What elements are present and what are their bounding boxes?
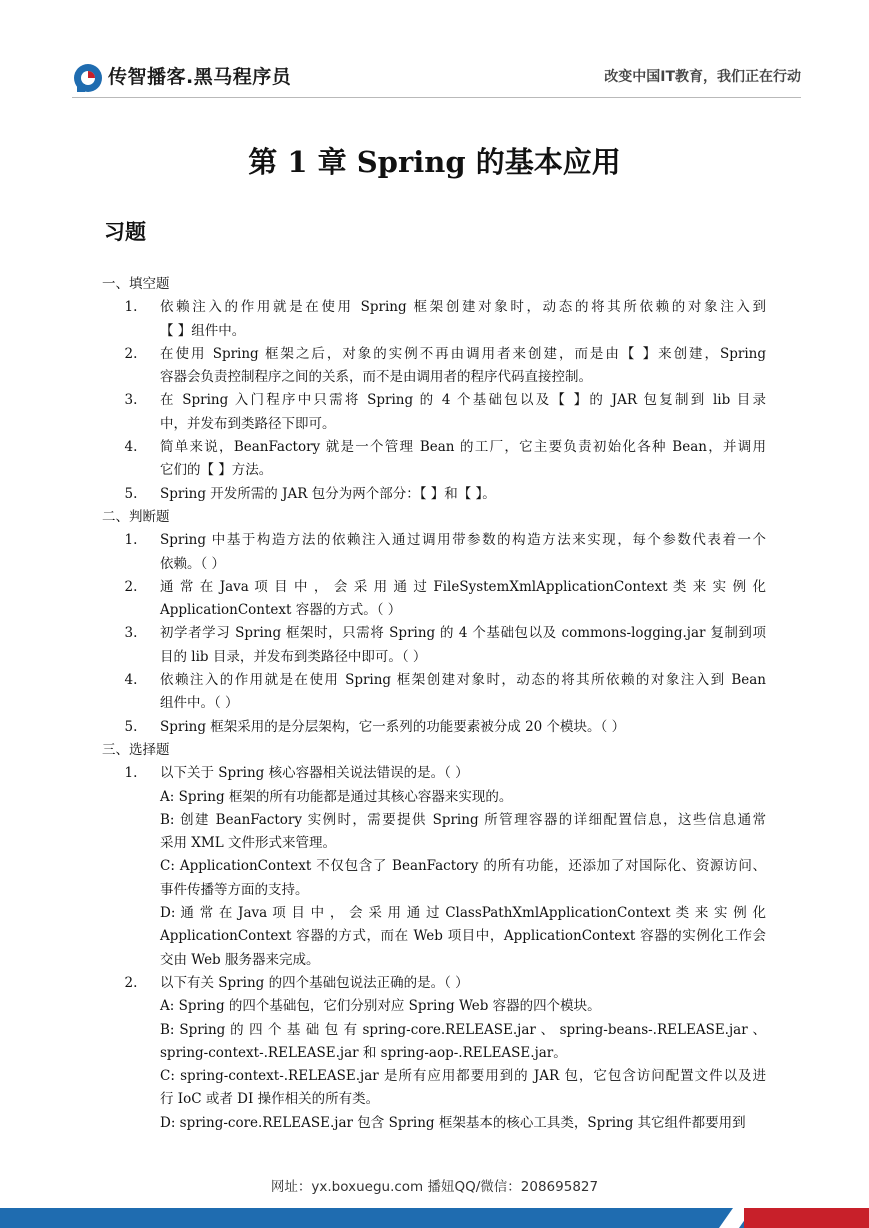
question-item (102, 529, 766, 576)
option-line: spring-context-.RELEASE.jar 和 spring-aop-.RELEASE.jar。 (160, 1044, 567, 1061)
question-text (160, 483, 766, 506)
question-line: 它们的【 】方法。 (160, 462, 273, 479)
question-line: 【 】组件中。 (160, 322, 246, 339)
question-line: ApplicationContext 容器的方式。（ ） (160, 602, 402, 619)
question-text (160, 762, 766, 972)
question-line: 依赖。（ ） (160, 555, 226, 572)
question-text (160, 343, 766, 390)
fill-in-questions (102, 296, 766, 506)
true-false-heading: 二、判断题 (102, 508, 170, 525)
question-item (102, 343, 766, 390)
question-text (160, 389, 766, 436)
option-line: A: Spring 的四个基础包，它们分别对应 Spring Web 容器的四个模块。 (160, 998, 601, 1015)
question-number: 1. (124, 299, 138, 316)
question-stem: 以下有关 Spring 的四个基础包说法正确的是。（ ） (160, 974, 469, 991)
option-line: D: spring-core.RELEASE.jar 包含 Spring 框架基本的核心工具类，Spring 其它组件都要用到 (160, 1114, 746, 1131)
option-line: 交由 Web 服务器来完成。 (160, 951, 320, 968)
option-line: A: Spring 框架的所有功能都是通过其核心容器来实现的。 (160, 788, 513, 805)
question-item (102, 716, 766, 739)
question-text (160, 972, 766, 1135)
question-text (160, 669, 766, 716)
question-text (160, 529, 766, 576)
choice-question (102, 972, 766, 1135)
question-item (102, 483, 766, 506)
question-number: 5. (124, 718, 138, 735)
question-text (160, 622, 766, 669)
option-line: B: Spring 的 四 个 基 础 包 有 spring-core.RELEASE.jar 、 spring-beans-.RELEASE.jar 、 (160, 1021, 766, 1038)
option-line: B: 创建 BeanFactory 实例时，需要提供 Spring 所管理容器的详细配置信息，这些信息通常 (160, 811, 766, 828)
question-item (102, 669, 766, 716)
option-line: D: 通 常 在 Java 项 目 中 ， 会 采 用 通 过 ClassPathXmlApplicationContext 类 来 实 例 化 (160, 905, 766, 922)
question-number: 1. (124, 765, 138, 782)
page-header (72, 56, 801, 98)
question-line: 初学者学习 Spring 框架时，只需将 Spring 的 4 个基础包以及 commons-logging.jar 复制到项 (160, 625, 766, 642)
question-item (102, 436, 766, 483)
question-line: Spring 中基于构造方法的依赖注入通过调用带参数的构造方法来实现，每个参数代表着一个 (160, 532, 766, 549)
question-number: 2. (124, 974, 138, 991)
multiple-choice-heading: 三、选择题 (102, 741, 170, 758)
question-text (160, 436, 766, 483)
question-item (102, 296, 766, 343)
option-line: 事件传播等方面的支持。 (160, 881, 309, 898)
brand-name: 传智播客.黑马程序员 (108, 66, 292, 88)
question-item (102, 622, 766, 669)
question-line: 依赖注入的作用就是在使用 Spring 框架创建对象时，动态的将其所依赖的对象注入到 Bean (160, 672, 766, 689)
chapter-title: 第 1 章 Spring 的基本应用 (248, 145, 621, 179)
brand-logo-icon (72, 62, 104, 94)
question-text (160, 716, 766, 739)
question-line: 容器会负责控制程序之间的关系，而不是由调用者的程序代码直接控制。 (160, 369, 592, 386)
option-line: ApplicationContext 容器的方式，而在 Web 项目中，ApplicationContext 容器的实例化工作会 (160, 928, 766, 945)
question-line: 目的 lib 目录，并发布到类路径中即可。（ ） (160, 648, 427, 665)
question-number: 4. (124, 672, 138, 689)
question-number: 2. (124, 578, 138, 595)
choice-question (102, 762, 766, 972)
question-line: Spring 开发所需的 JAR 包分为两个部分：【 】和【 】。 (160, 485, 496, 502)
question-line: 简单来说，BeanFactory 就是一个管理 Bean 的工厂，它主要负责初始化各种 Bean，并调用 (160, 439, 766, 456)
multiple-choice-questions (102, 762, 766, 1135)
question-line: 在 Spring 入门程序中只需将 Spring 的 4 个基础包以及【 】的 JAR 包复制到 lib 目录 (160, 392, 766, 409)
option-line: 采用 XML 文件形式来管理。 (160, 835, 336, 852)
option-line: 行 IoC 或者 DI 操作相关的所有类。 (160, 1091, 380, 1108)
question-item (102, 389, 766, 436)
question-number: 2. (124, 345, 138, 362)
question-text (160, 576, 766, 623)
question-stem: 以下关于 Spring 核心容器相关说法错误的是。（ ） (160, 765, 469, 782)
question-line: 通 常 在 Java 项 目 中 ， 会 采 用 通 过 FileSystemXmlApplicationContext 类 来 实 例 化 (160, 578, 766, 595)
footer-contact: 网址：yx.boxuegu.com 播妞QQ/微信：208695827 (270, 1179, 599, 1195)
fill-in-heading: 一、填空题 (102, 276, 170, 292)
question-text (160, 296, 766, 343)
question-line: 中，并发布到类路径下即可。 (160, 415, 336, 432)
question-number: 3. (124, 625, 138, 642)
question-line: 依赖注入的作用就是在使用 Spring 框架创建对象时，动态的将其所依赖的对象注入到 (160, 299, 766, 316)
question-number: 1. (124, 532, 138, 549)
question-line: 组件中。（ ） (160, 695, 239, 712)
footer-red-bar (744, 1208, 869, 1228)
question-line: 在使用 Spring 框架之后，对象的实例不再由调用者来创建，而是由【 】来创建，Spring (160, 345, 766, 362)
option-line: C: spring-context-.RELEASE.jar 是所有应用都要用到的 JAR 包，它包含访问配置文件以及进 (160, 1068, 766, 1085)
question-item (102, 576, 766, 623)
question-number: 3. (124, 392, 138, 409)
section-title: 习题 (104, 220, 146, 244)
header-slogan: 改变中国IT教育，我们正在行动 (604, 69, 801, 85)
question-number: 4. (124, 439, 138, 456)
true-false-questions (102, 529, 766, 739)
question-line: Spring 框架采用的是分层架构，它一系列的功能要素被分成 20 个模块。（ ） (160, 718, 626, 735)
option-line: C: ApplicationContext 不仅包含了 BeanFactory 的所有功能，还添加了对国际化、资源访问、 (160, 858, 766, 875)
exercise-content (102, 273, 766, 1135)
question-number: 5. (124, 485, 138, 502)
